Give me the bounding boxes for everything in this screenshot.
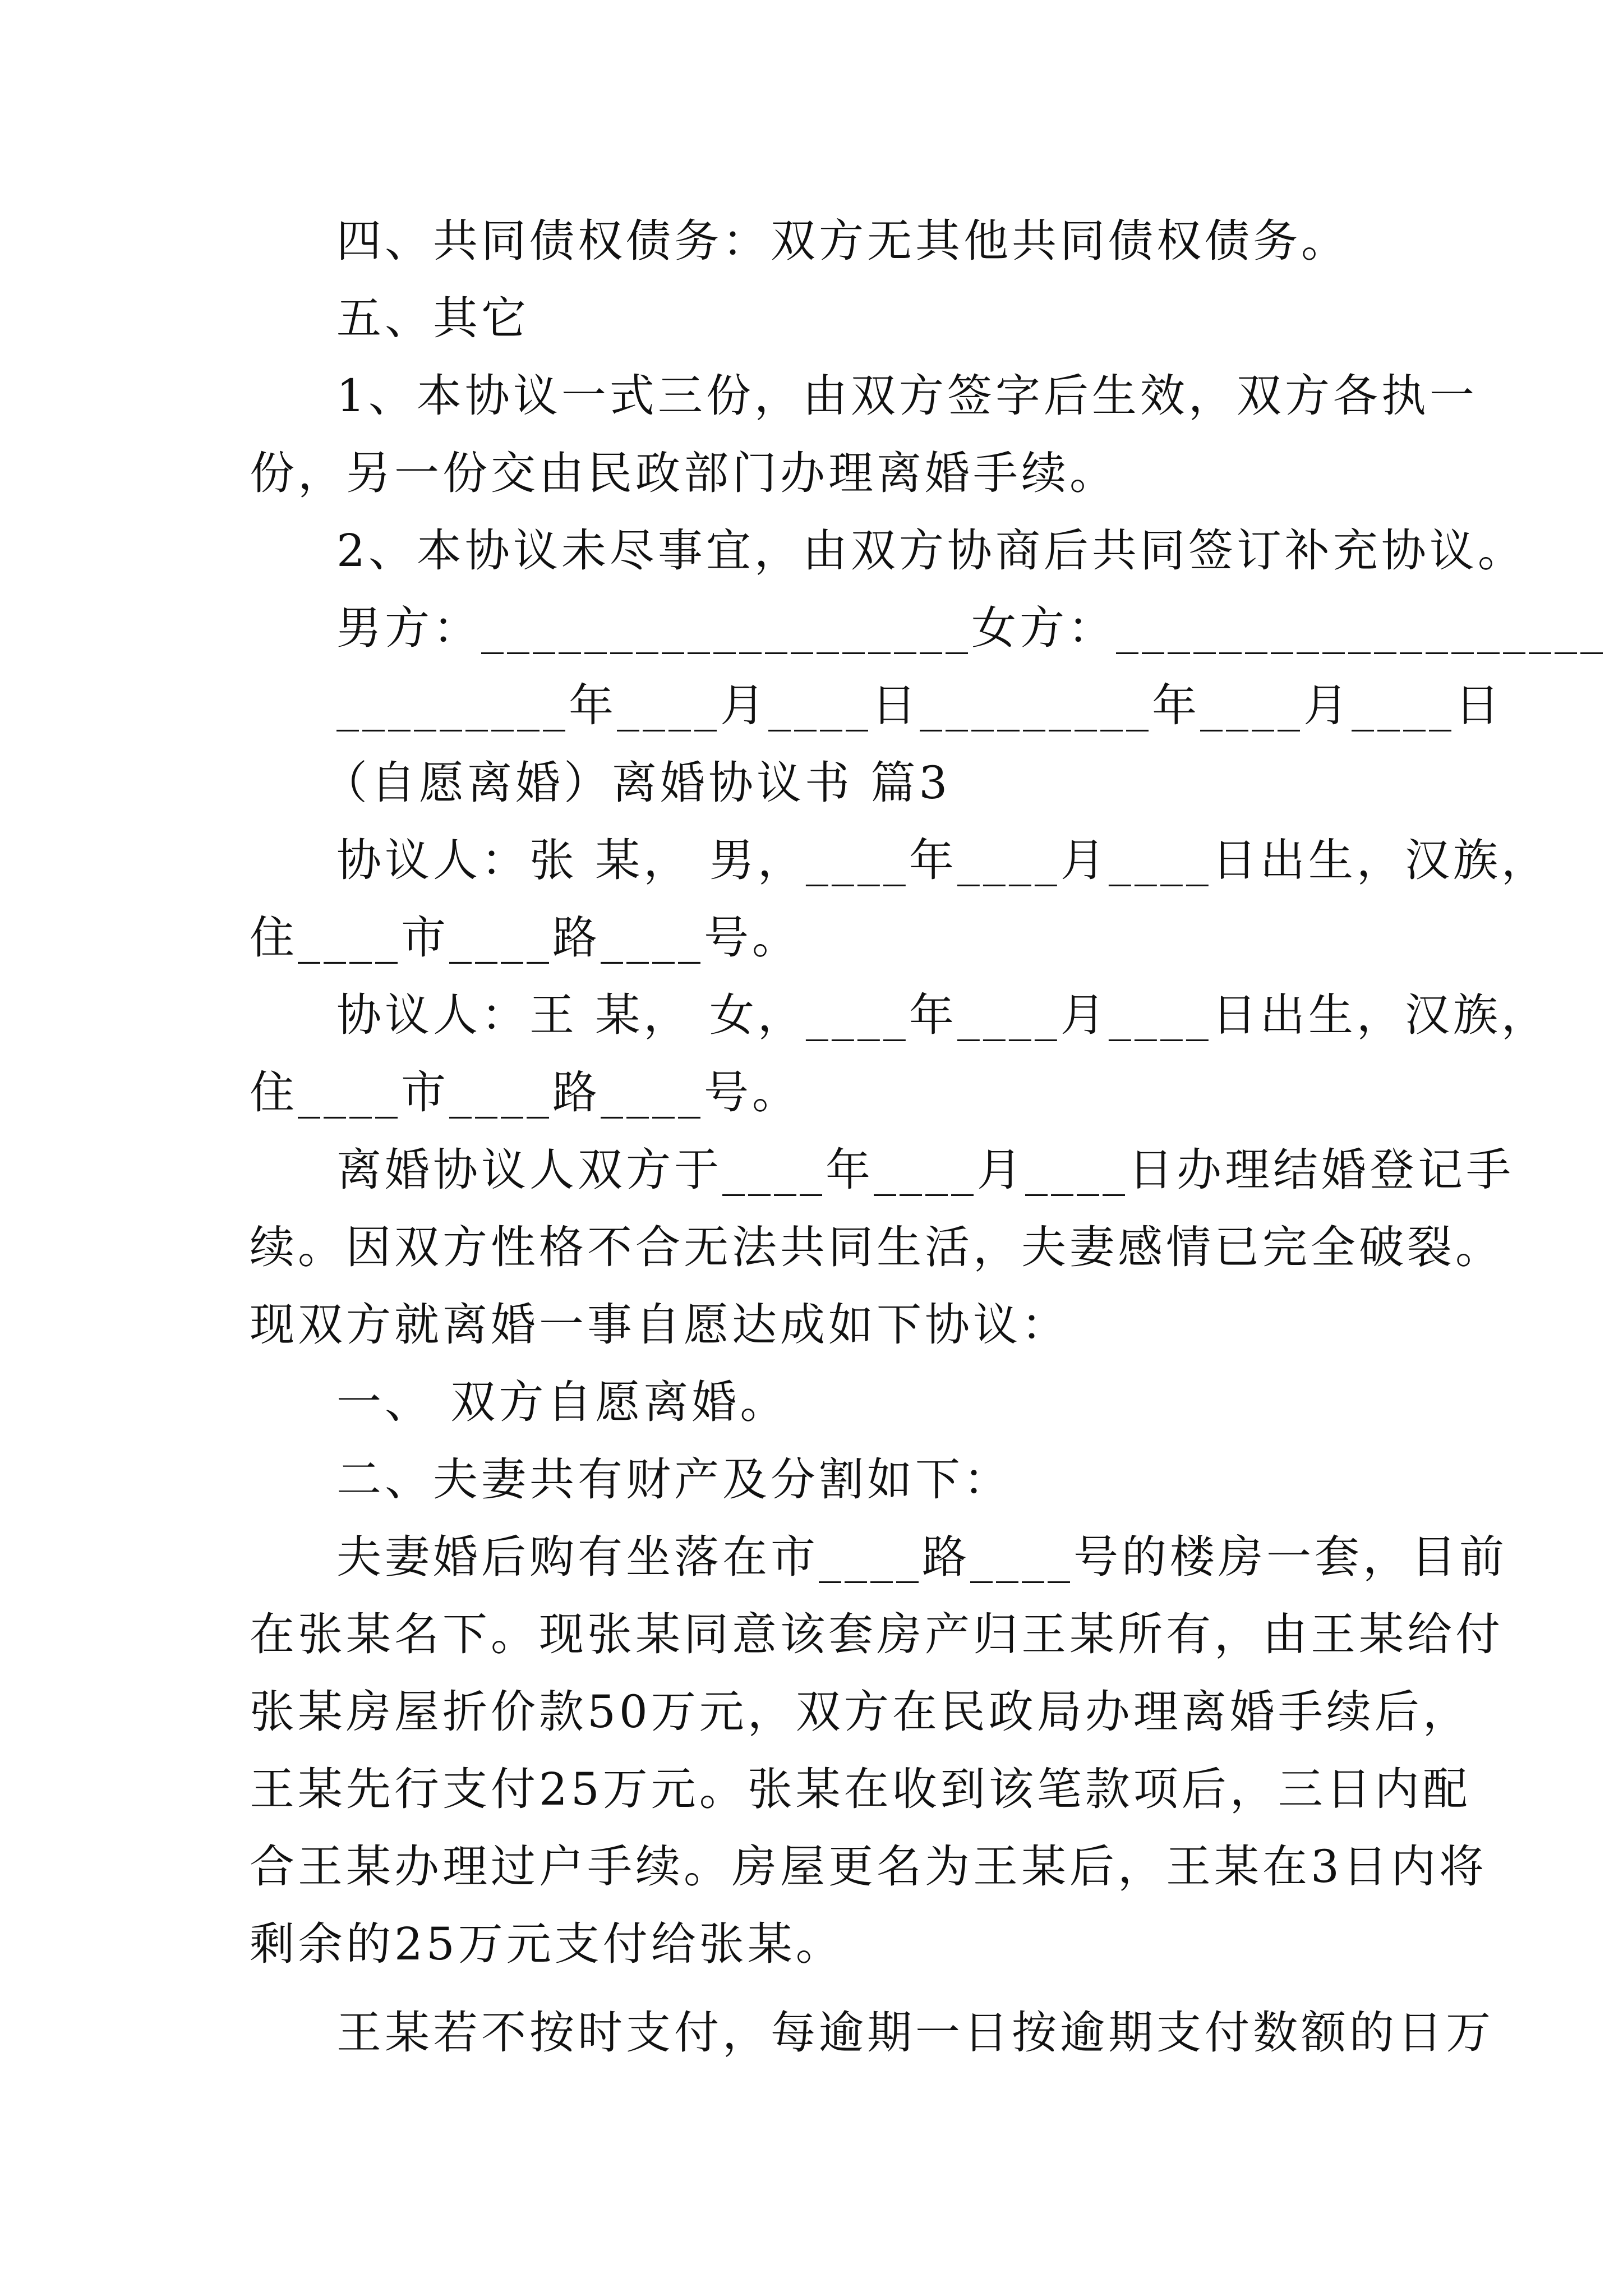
paragraph-line: 剩余的25万元支付给张某。 [250,1918,844,1970]
paragraph-line: 一、 双方自愿离婚。 [336,1376,789,1428]
paragraph-line: 份，另一份交由民政部门办理离婚手续。 [250,447,1118,499]
section-heading: （自愿离婚）离婚协议书 篇3 [322,757,951,809]
paragraph-line: 五、其它 [336,292,529,344]
paragraph-line: 1、本协议一式三份，由双方签字后生效，双方各执一 [336,370,1478,422]
paragraph-line: 合王某办理过户手续。房屋更名为王某后，王某在3日内将 [250,1841,1487,1893]
date-line: _________年____月____日_________年____月____日 [336,679,1503,731]
paragraph-line: 现双方就离婚一事自愿达成如下协议： [250,1299,1069,1351]
paragraph-line: 王某若不按时支付，每逾期一日按逾期支付数额的日万 [336,2007,1494,2059]
paragraph-line: 协议人：张 某， 男，____年____月____日出生，汉族， [336,834,1550,886]
paragraph-line: 在张某名下。现张某同意该套房产归王某所有，由王某给付 [250,1608,1504,1660]
paragraph-line: 住____市____路____号。 [250,912,800,964]
paragraph-line: 协议人：王 某， 女，____年____月____日出生，汉族， [336,989,1550,1041]
paragraph-line: 住____市____路____号。 [250,1066,800,1119]
paragraph-line: 四、共同债权债务：双方无其他共同债权债务。 [336,215,1349,267]
paragraph-line: 二、夫妻共有财产及分割如下： [336,1453,1012,1506]
paragraph-line: 续。因双方性格不合无法共同生活，夫妻感情已完全破裂。 [250,1221,1504,1273]
paragraph-line: 夫妻婚后购有坐落在市____路____号的楼房一套，目前 [336,1531,1507,1583]
paragraph-line: 王某先行支付25万元。张某在收到该笔款项后，三日内配 [250,1763,1471,1815]
paragraph-line: 离婚协议人双方于____年____月____日办理结婚登记手 [336,1144,1514,1196]
signature-line: 男方：___________________女方：___________________ [336,602,1606,654]
paragraph-line: 张某房屋折价款50万元，双方在民政局办理离婚手续后， [250,1686,1471,1738]
paragraph-line: 2、本协议未尽事宜，由双方协商后共同签订补充协议。 [336,524,1526,577]
